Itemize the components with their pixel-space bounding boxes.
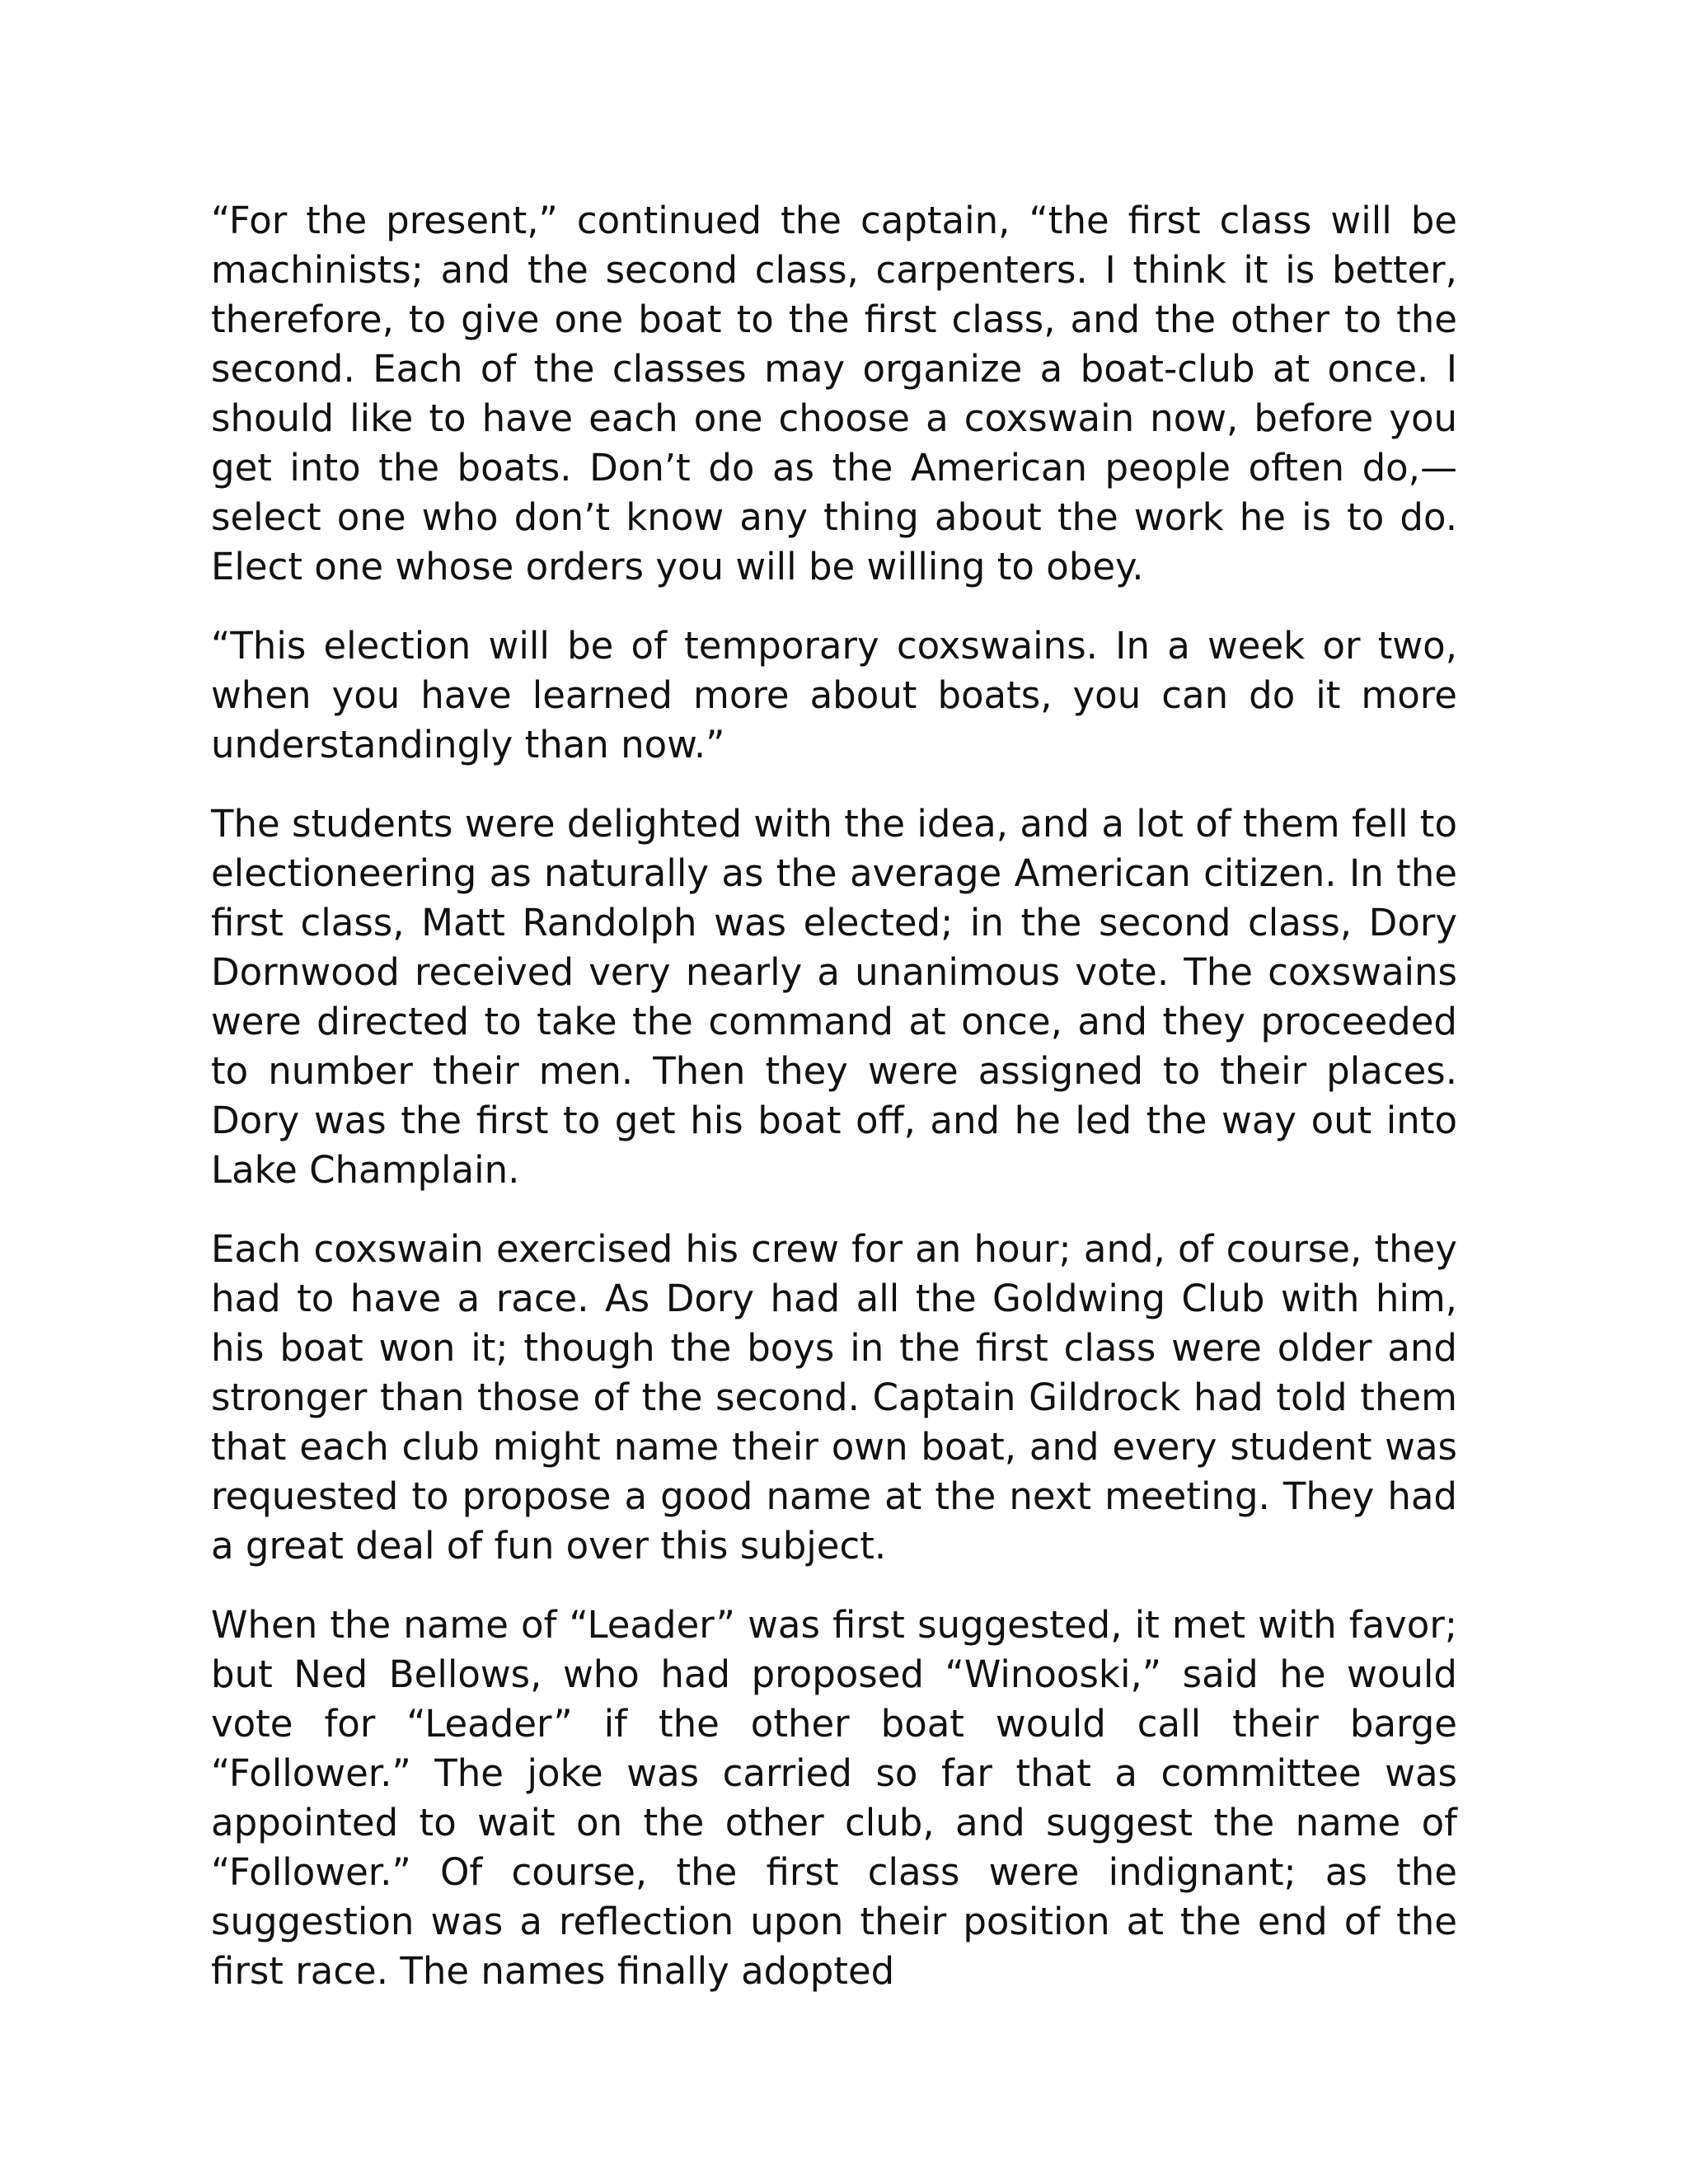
- paragraph: When the name of “Leader” was first suggested, it met with favor; but Ned Bellows, who had proposed “Winooski,” said he would vote for “Leader” if the other boat would call their barge “Follower.” The joke was carried so far that a committee was appointed to wait on the other club, and suggest the name of “Follower.” Of course, the first class were indignant; as the suggestion was a reflection upon their position at the end of the first race. The names finally adopted: [211, 1603, 1457, 1993]
- paragraph: “This election will be of temporary coxswains. In a week or two, when you have learned more about boats, you can do it more understandingly than now.”: [211, 624, 1457, 766]
- paragraph: The students were delighted with the idea, and a lot of them fell to electioneering as naturally as the average American citizen. In the first class, Matt Randolph was elected; in the second class, Dory Dornwood received very nearly a unanimous vote. The coxswains were directed to take the command at once, and they proceeded to number their men. Then they were assigned to their places. Dory was the first to get his boat off, and he led the way out into Lake Champlain.: [211, 802, 1457, 1192]
- paragraph: “For the present,” continued the captain, “the first class will be machinists; and the second class, carpenters. I think it is better, therefore, to give one boat to the first class, and the other to the second. Each of the classes may organize a boat-club at once. I should like to have each one choose a coxswain now, before you get into the boats. Don’t do as the American people often do,—select one who don’t know any thing about the work he is to do. Elect one whose orders you will be willing to obey.: [211, 199, 1457, 588]
- page-text: [211, 196, 1457, 2026]
- paragraph: Each coxswain exercised his crew for an hour; and, of course, they had to have a race. As Dory had all the Goldwing Club with him, his boat won it; though the boys in the first class were older and stronger than those of the second. Captain Gildrock had told them that each club might name their own boat, and every student was requested to propose a good name at the next meeting. They had a great deal of fun over this subject.: [211, 1227, 1457, 1568]
